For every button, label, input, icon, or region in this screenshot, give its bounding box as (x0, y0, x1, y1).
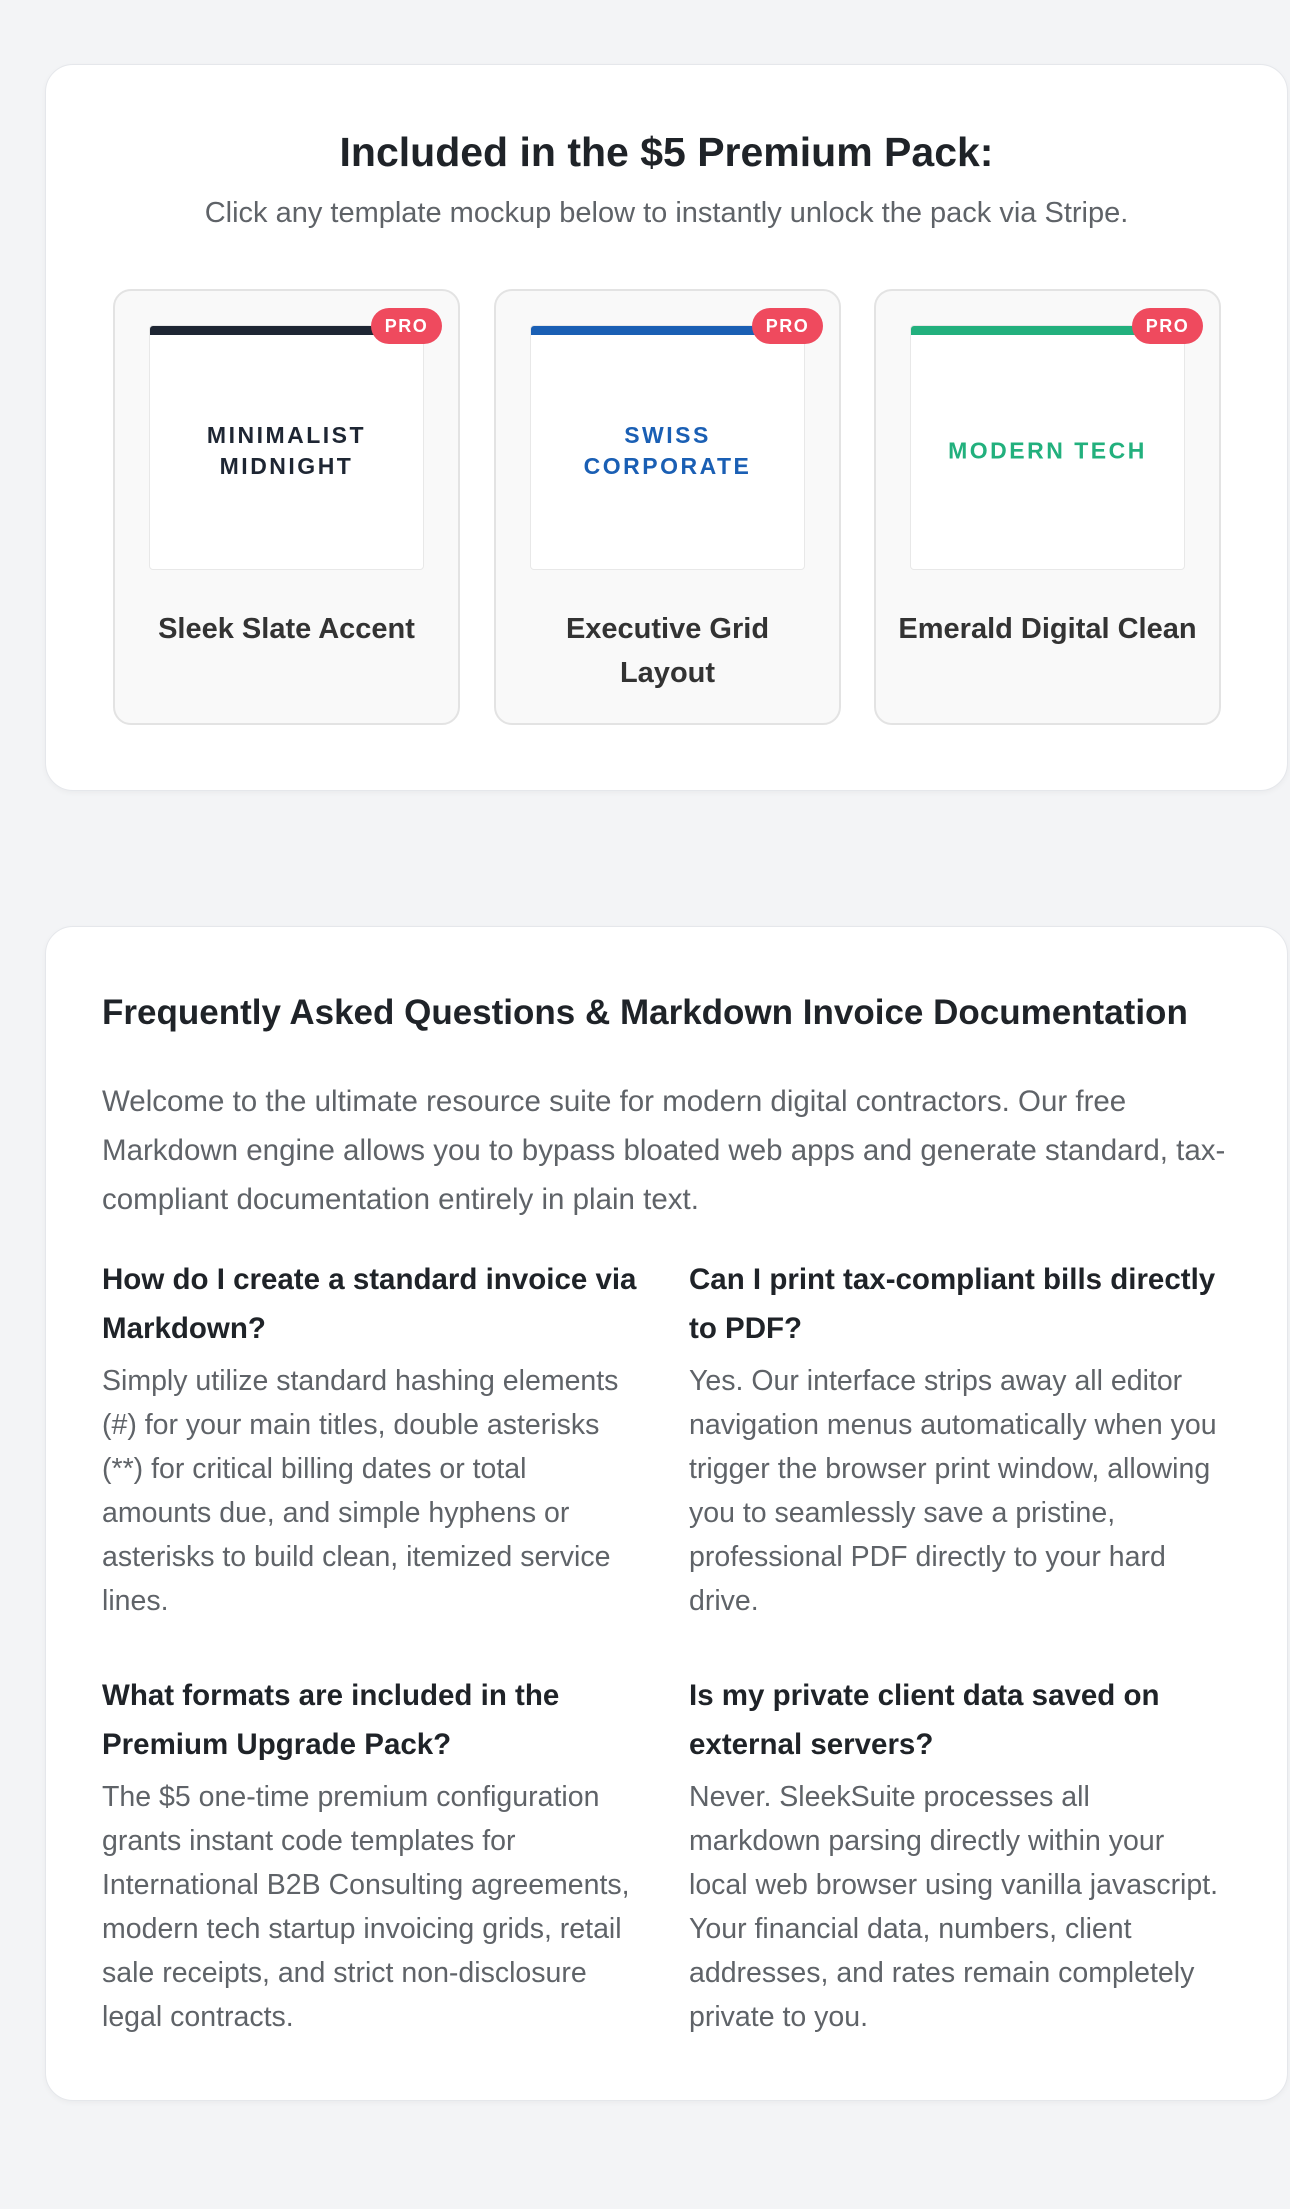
faq-card (45, 926, 1288, 2101)
faq-answer: Yes. Our interface strips away all editor navigation menus automatically when you trigger the browser print window, allowing you to seamlessly save a pristine, professional PDF directly to your hard drive. (689, 1365, 1217, 1617)
template-mockup-label: MODERN TECH (948, 437, 1147, 463)
faq-answer: Simply utilize standard hashing elements (#) for your main titles, double asterisks (**) for critical billing dates or total amounts due, and simple hyphens or asterisks to build clean, itemized service lines. (102, 1365, 619, 1617)
premium-pack-subtitle: Click any template mockup below to instantly unlock the pack via Stripe. (204, 197, 1129, 229)
premium-pack-card (45, 64, 1288, 791)
template-mockup-label: SWISS CORPORATE (583, 421, 752, 479)
template-card-executive-grid[interactable] (494, 289, 841, 725)
template-mockup-label: MINIMALIST MIDNIGHT (206, 421, 367, 479)
pro-badge: PRO (371, 308, 442, 344)
faq-item-print-pdf (689, 1255, 1229, 1623)
pro-badge: PRO (1132, 308, 1203, 344)
faq-question: How do I create a standard invoice via Markdown? (102, 1263, 637, 1345)
template-mockup[interactable] (530, 325, 805, 570)
template-name: Executive Grid Layout (565, 613, 770, 689)
faq-item-premium-formats (102, 1671, 642, 2039)
template-card-emerald-digital[interactable] (874, 289, 1221, 725)
faq-item-data-privacy (689, 1671, 1229, 2039)
faq-title: Frequently Asked Questions & Markdown Invoice Documentation (102, 993, 1188, 1032)
template-mockup[interactable] (149, 325, 424, 570)
faq-question: What formats are included in the Premium Upgrade Pack? (102, 1679, 560, 1761)
template-mockup[interactable] (910, 325, 1185, 570)
premium-pack-title: Included in the $5 Premium Pack: (339, 129, 994, 175)
pro-badge: PRO (752, 308, 823, 344)
template-name: Emerald Digital Clean (898, 613, 1197, 645)
faq-item-markdown-invoice (102, 1255, 642, 1623)
template-card-sleek-slate[interactable] (113, 289, 460, 725)
faq-question: Can I print tax-compliant bills directly to PDF? (689, 1263, 1216, 1345)
faq-answer: Never. SleekSuite processes all markdown parsing directly within your local web browser using vanilla javascript. Your financial data, numbers, client addresses, and rates remain completely private to you. (689, 1781, 1219, 2033)
faq-answer: The $5 one-time premium configuration grants instant code templates for International B2B Consulting agreements, modern tech startup invoicing grids, retail sale receipts, and strict non-disclosure legal contracts. (102, 1781, 630, 2033)
faq-intro: Welcome to the ultimate resource suite for modern digital contractors. Our free Markdown engine allows you to bypass bloated web apps and generate standard, tax-compliant documentation entirely in plain text. (102, 1085, 1226, 1216)
faq-question: Is my private client data saved on external servers? (689, 1679, 1160, 1761)
template-name: Sleek Slate Accent (158, 613, 415, 645)
